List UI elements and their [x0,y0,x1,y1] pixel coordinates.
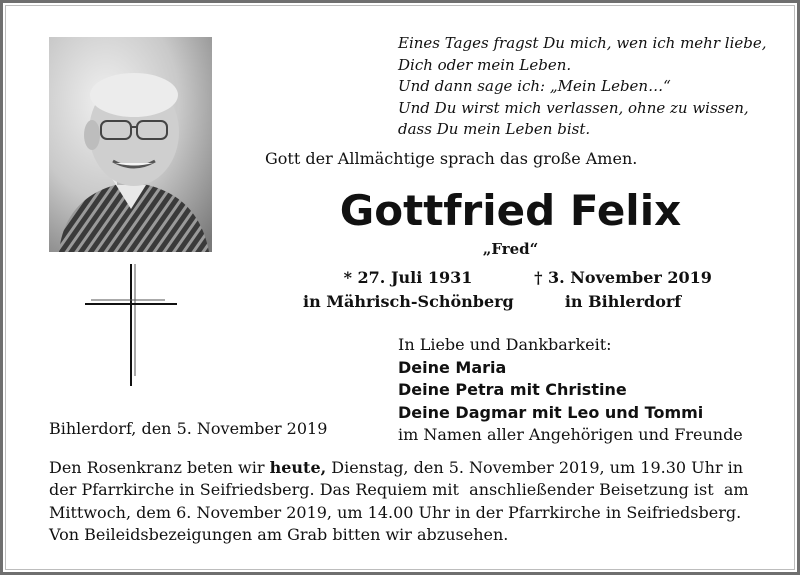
deceased-name: Gottfried Felix [339,186,682,235]
place-date: Bihlerdorf, den 5. November 2019 [49,419,328,438]
death-date: † 3. November 2019 [534,268,712,287]
signature-name: Deine Dagmar mit Leo und Tommi [398,402,704,422]
signature-name: Deine Maria [398,357,507,377]
service-info [49,457,764,546]
service-text: Den Rosenkranz beten wir [49,458,270,477]
intro-text: Gott der Allmächtige sprach das große Amen. [265,149,638,168]
poem-line: Eines Tages fragst Du mich, wen ich mehr liebe, [398,34,767,52]
deceased-nickname: „Fred“ [482,240,539,258]
signatures-intro: In Liebe und Dankbarkeit: [398,335,612,354]
poem-line: Und dann sage ich: „Mein Leben…“ [398,77,671,95]
service-emphasis: heute, [269,458,327,477]
poem-line: Dich oder mein Leben. [398,55,572,74]
service-line: Mittwoch, dem 6. November 2019, um 14.00 Uhr in der Pfarrkirche in Seifriedsberg. [49,502,742,522]
poem [398,33,778,141]
death-place: in Bihlerdorf [564,292,682,311]
poem-line: dass Du mein Leben bist. [398,120,591,138]
service-line: Von Beileidsbezeigungen am Grab bitten wir abzusehen. [49,524,509,544]
service-line: der Pfarrkirche in Seifriedsberg. Das Requiem mit anschließender Beisetzung ist am [49,480,749,500]
cross-icon [85,264,177,386]
signatures [398,334,743,447]
signature-name: Deine Petra mit Christine [398,380,627,399]
birth-place: in Mährisch-Schönberg [303,292,514,311]
portrait-photo [49,37,212,252]
portrait-illustration [49,37,212,252]
birth-date: * 27. Juli 1931 [343,268,473,287]
service-line [49,457,764,479]
signatures-closing: im Namen aller Angehörigen und Freunde [398,425,743,444]
poem-line: Und Du wirst mich verlassen, ohne zu wissen, [398,98,749,117]
service-text: Dienstag, den 5. November 2019, um 19.30 Uhr in [326,458,744,477]
